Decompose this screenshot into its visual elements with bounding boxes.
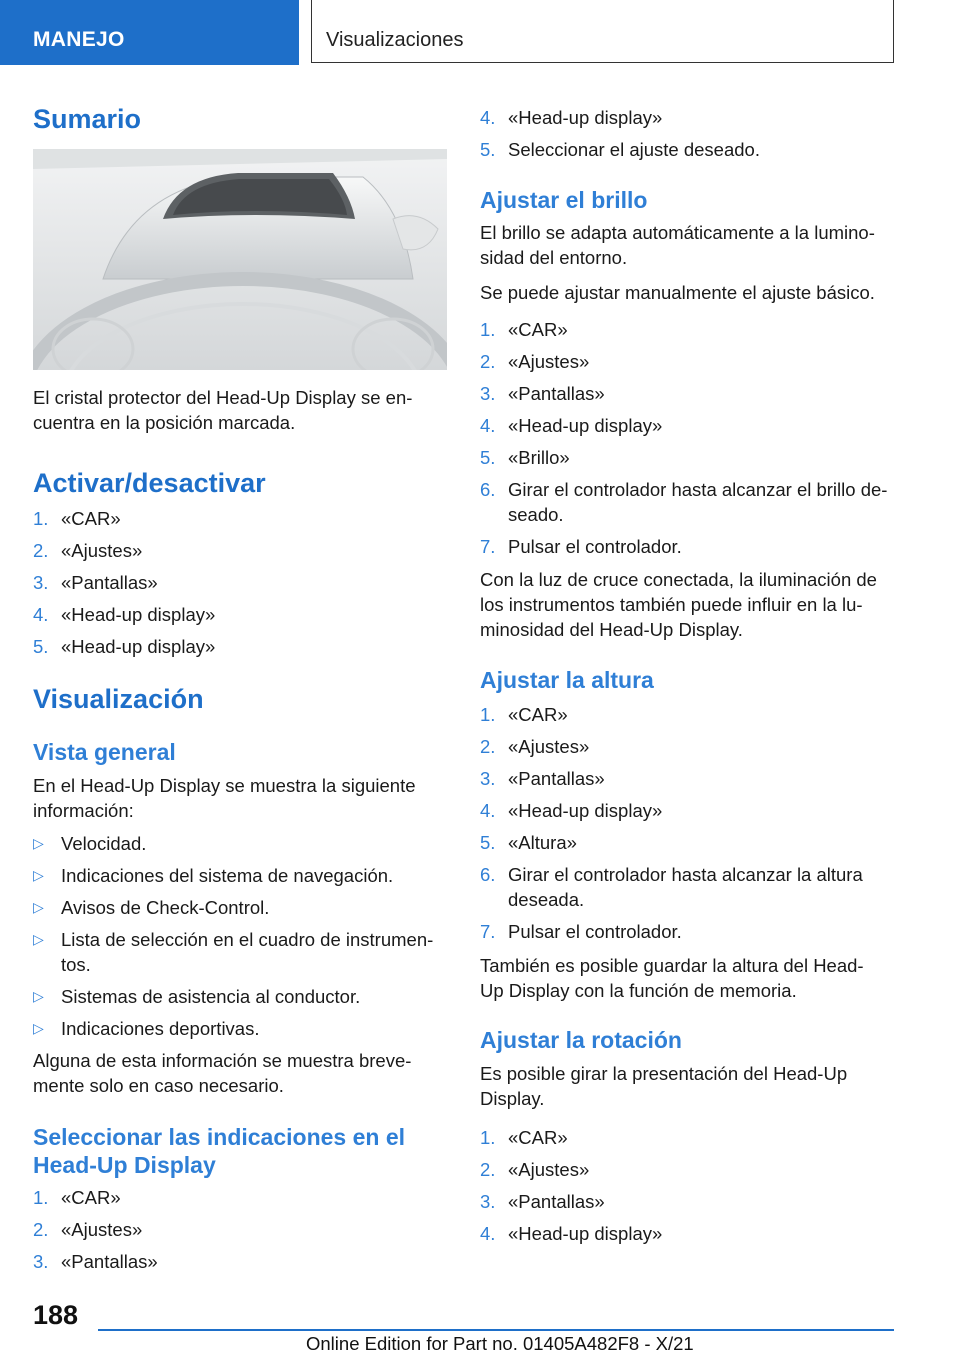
triangle-bullet-icon: ▷ bbox=[33, 1020, 44, 1036]
list-number: 7. bbox=[480, 921, 496, 942]
paragraph-line: Es posible girar la presentación del Head-Up bbox=[480, 1063, 848, 1084]
list-number: 4. bbox=[480, 1223, 496, 1244]
paragraph-line: información: bbox=[33, 800, 134, 821]
bullet-text: Indicaciones deportivas. bbox=[61, 1018, 260, 1039]
paragraph-line: Se puede ajustar manualmente el ajuste básico. bbox=[480, 282, 875, 303]
bullet-text: tos. bbox=[61, 954, 91, 975]
list-text: «Brillo» bbox=[508, 447, 570, 468]
heading-rotacion: Ajustar la rotación bbox=[480, 1027, 682, 1053]
list-text: Girar el controlador hasta alcanzar la altura bbox=[508, 864, 863, 885]
triangle-bullet-icon: ▷ bbox=[33, 867, 44, 883]
photo-caption-line: cuentra en la posición marcada. bbox=[33, 412, 296, 433]
list-text: «Ajustes» bbox=[508, 736, 590, 757]
list-number: 3. bbox=[33, 572, 49, 593]
list-text: «CAR» bbox=[508, 319, 568, 340]
paragraph-line: En el Head-Up Display se muestra la siguiente bbox=[33, 775, 416, 796]
paragraph-line: Display. bbox=[480, 1088, 545, 1109]
list-text: Seleccionar el ajuste deseado. bbox=[508, 139, 760, 160]
list-number: 3. bbox=[480, 383, 496, 404]
list-text: «CAR» bbox=[61, 508, 121, 529]
heading-activar: Activar/desactivar bbox=[33, 468, 266, 498]
chapter-label: Visualizaciones bbox=[326, 29, 464, 51]
heading-brillo: Ajustar el brillo bbox=[480, 187, 648, 213]
footer-edition: Online Edition for Part no. 01405A482F8 - X/21 bbox=[306, 1333, 694, 1354]
list-number: 5. bbox=[480, 832, 496, 853]
paragraph-line: Alguna de esta información se muestra breve- bbox=[33, 1050, 412, 1071]
list-number: 1. bbox=[480, 319, 496, 340]
list-number: 4. bbox=[480, 107, 496, 128]
list-number: 2. bbox=[480, 351, 496, 372]
triangle-bullet-icon: ▷ bbox=[33, 988, 44, 1004]
paragraph-line: Up Display con la función de memoria. bbox=[480, 980, 797, 1001]
list-text: «CAR» bbox=[508, 1127, 568, 1148]
list-text: deseada. bbox=[508, 889, 585, 910]
heading-visualizacion: Visualización bbox=[33, 684, 204, 714]
list-number: 1. bbox=[480, 1127, 496, 1148]
list-text: «Ajustes» bbox=[508, 351, 590, 372]
bullet-text: Indicaciones del sistema de navegación. bbox=[61, 865, 394, 886]
list-number: 1. bbox=[33, 508, 49, 529]
list-number: 4. bbox=[480, 415, 496, 436]
list-text: «Head-up display» bbox=[61, 604, 216, 625]
list-text: «Head-up display» bbox=[508, 107, 663, 128]
heading-seleccionar: Head-Up Display bbox=[33, 1152, 216, 1178]
list-number: 6. bbox=[480, 479, 496, 500]
section-tab bbox=[0, 0, 299, 65]
triangle-bullet-icon: ▷ bbox=[33, 899, 44, 915]
list-text: «Pantallas» bbox=[508, 1191, 605, 1212]
list-number: 2. bbox=[480, 736, 496, 757]
list-number: 1. bbox=[480, 704, 496, 725]
paragraph-line: Con la luz de cruce conectada, la iluminación de bbox=[480, 569, 877, 590]
heading-vista-general: Vista general bbox=[33, 739, 176, 765]
list-number: 5. bbox=[480, 447, 496, 468]
paragraph-line: minosidad del Head-Up Display. bbox=[480, 619, 743, 640]
list-number: 2. bbox=[480, 1159, 496, 1180]
list-text: Pulsar el controlador. bbox=[508, 921, 682, 942]
list-number: 1. bbox=[33, 1187, 49, 1208]
list-text: «Pantallas» bbox=[508, 768, 605, 789]
paragraph-line: los instrumentos también puede influir en la lu- bbox=[480, 594, 863, 615]
paragraph-line: mente solo en caso necesario. bbox=[33, 1075, 284, 1096]
chapter-header bbox=[311, 0, 894, 63]
bullet-text: Sistemas de asistencia al conductor. bbox=[61, 986, 361, 1007]
list-number: 3. bbox=[480, 768, 496, 789]
list-text: «Pantallas» bbox=[61, 572, 158, 593]
list-number: 3. bbox=[480, 1191, 496, 1212]
photo-caption-line: El cristal protector del Head-Up Display se en- bbox=[33, 387, 413, 408]
section-label: MANEJO bbox=[33, 28, 125, 51]
list-text: Pulsar el controlador. bbox=[508, 536, 682, 557]
list-number: 6. bbox=[480, 864, 496, 885]
list-number: 2. bbox=[33, 540, 49, 561]
paragraph-line: También es posible guardar la altura del Head- bbox=[480, 955, 864, 976]
list-text: «CAR» bbox=[508, 704, 568, 725]
list-number: 7. bbox=[480, 536, 496, 557]
list-number: 3. bbox=[33, 1251, 49, 1272]
list-text: «Ajustes» bbox=[508, 1159, 590, 1180]
list-text: «Head-up display» bbox=[508, 800, 663, 821]
triangle-bullet-icon: ▷ bbox=[33, 835, 44, 851]
heading-seleccionar: Seleccionar las indicaciones en el bbox=[33, 1124, 406, 1150]
page-number: 188 bbox=[33, 1300, 79, 1330]
triangle-bullet-icon: ▷ bbox=[33, 931, 44, 947]
bullet-text: Lista de selección en el cuadro de instrumen- bbox=[61, 929, 434, 950]
list-text: Girar el controlador hasta alcanzar el brillo de- bbox=[508, 479, 888, 500]
footer-divider bbox=[98, 1329, 894, 1331]
list-text: «Head-up display» bbox=[508, 415, 663, 436]
paragraph-line: El brillo se adapta automáticamente a la lumino- bbox=[480, 222, 875, 243]
list-text: «Pantallas» bbox=[508, 383, 605, 404]
list-number: 4. bbox=[480, 800, 496, 821]
list-number: 2. bbox=[33, 1219, 49, 1240]
list-text: «Pantallas» bbox=[61, 1251, 158, 1272]
list-text: «Ajustes» bbox=[61, 540, 143, 561]
paragraph-line: sidad del entorno. bbox=[480, 247, 628, 268]
list-text: «CAR» bbox=[61, 1187, 121, 1208]
list-text: «Altura» bbox=[508, 832, 577, 853]
heading-altura: Ajustar la altura bbox=[480, 667, 654, 693]
bullet-text: Velocidad. bbox=[61, 833, 147, 854]
list-number: 5. bbox=[480, 139, 496, 160]
list-number: 4. bbox=[33, 604, 49, 625]
heading-sumario: Sumario bbox=[33, 104, 142, 134]
list-number: 5. bbox=[33, 636, 49, 657]
list-text: «Ajustes» bbox=[61, 1219, 143, 1240]
list-text: seado. bbox=[508, 504, 564, 525]
list-text: «Head-up display» bbox=[61, 636, 216, 657]
bullet-text: Avisos de Check-Control. bbox=[61, 897, 270, 918]
list-text: «Head-up display» bbox=[508, 1223, 663, 1244]
hud-glass-photo bbox=[33, 149, 447, 370]
